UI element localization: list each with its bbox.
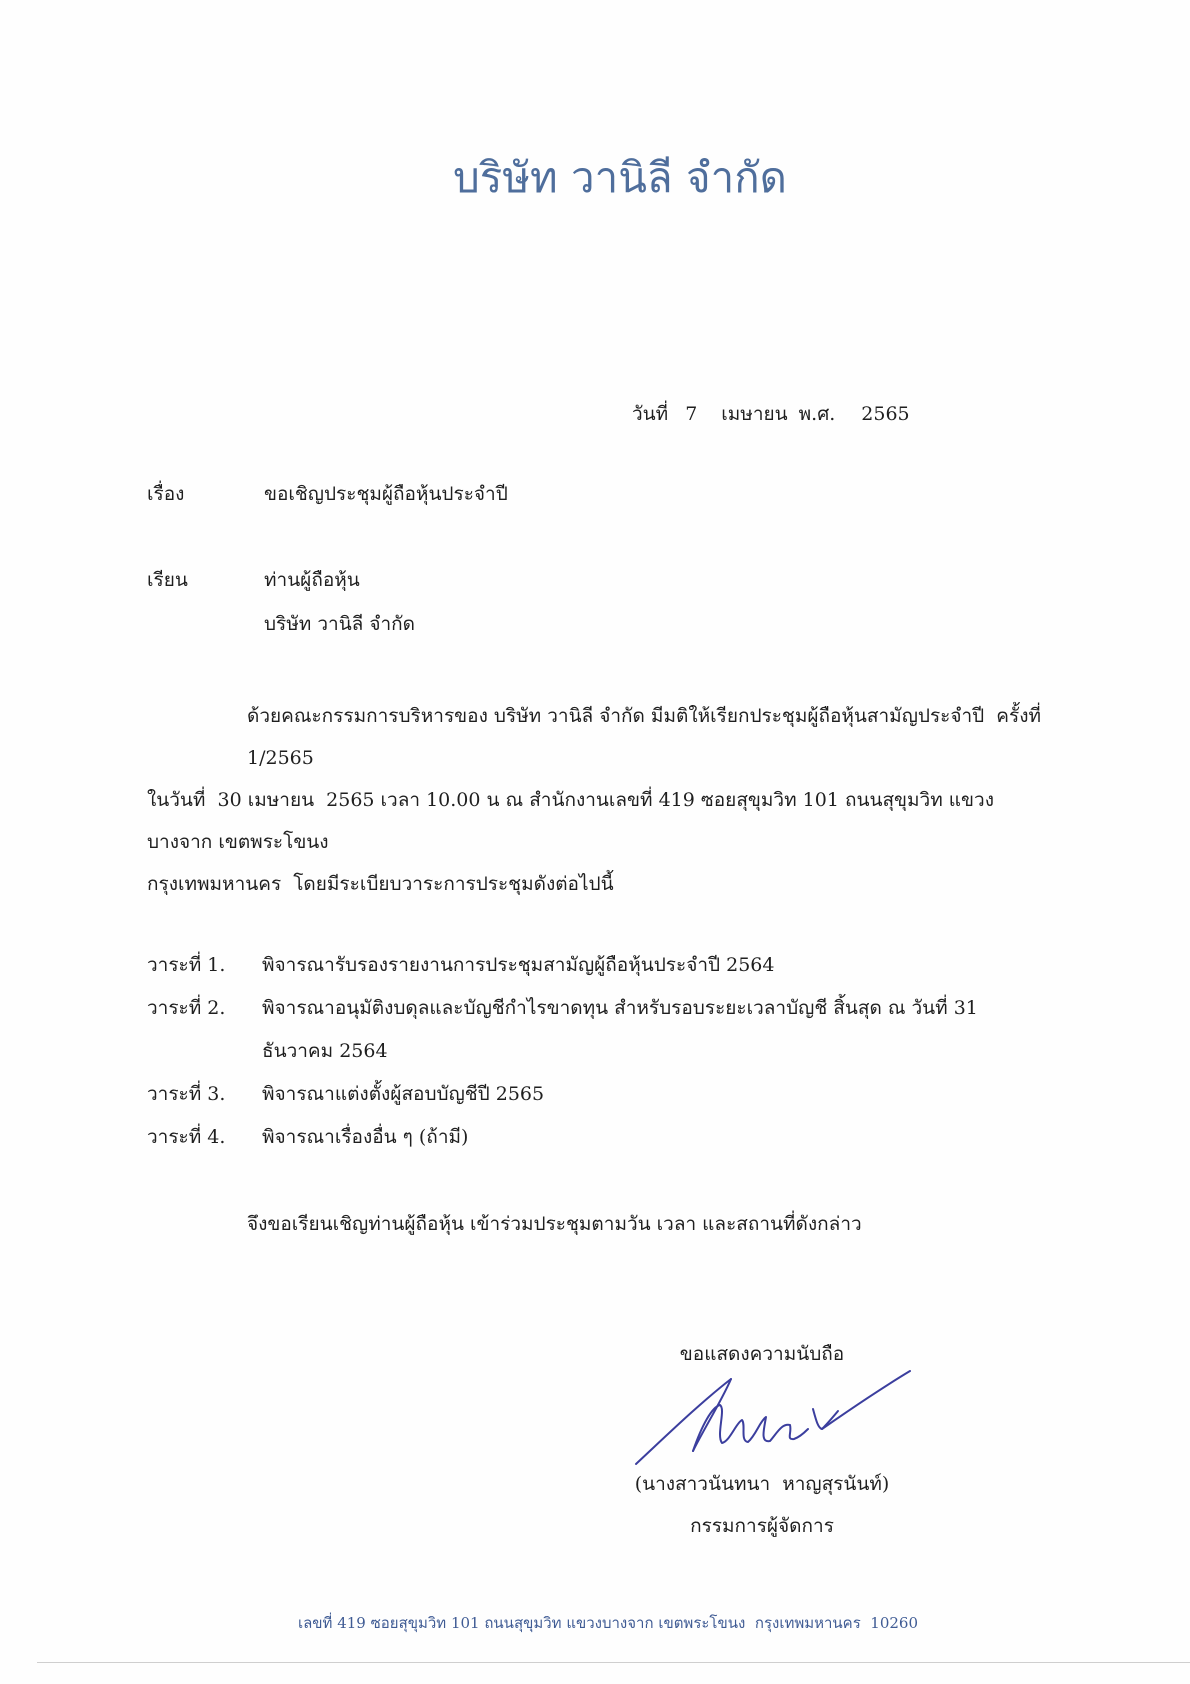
agenda-item — [147, 944, 1047, 987]
date-month: เมษายน — [721, 403, 788, 425]
agenda-label: วาระที่ 4. — [147, 1126, 226, 1148]
date-label: วันที่ — [632, 403, 669, 425]
footer-divider — [37, 1662, 1190, 1663]
signature-stroke — [636, 1379, 731, 1464]
agenda-text: พิจารณาอนุมัติงบดุลและบัญชีกำไรขาดทุน สำหรับรอบระยะเวลาบัญชี สิ้นสุด ณ วันที่ 31 ธันวาคม 2564 — [262, 997, 984, 1062]
body-line: ในวันที่ 30 เมษายน 2565 เวลา 10.00 น ณ สำนักงานเลขที่ 419 ซอยสุขุมวิท 101 ถนนสุขุมวิท แขวง บางจาก เขตพระโขนง — [147, 789, 1001, 853]
closing-salutation: ขอแสดงความนับถือ — [679, 1343, 845, 1365]
letter-body — [147, 695, 1054, 1547]
agenda-item — [147, 987, 1047, 1073]
signer-name: (นางสาวนันทนา หาญสุรนันท์) — [634, 1473, 890, 1495]
agenda-item — [147, 1116, 1047, 1159]
signature-area — [562, 1365, 962, 1465]
recipient-line: ท่านผู้ถือหุ้น — [264, 569, 360, 591]
closing-line: จึงขอเรียนเชิญท่านผู้ถือหุ้น เข้าร่วมประชุมตามวัน เวลา และสถานที่ดังกล่าว — [247, 1213, 862, 1235]
agenda-item — [147, 1073, 1047, 1116]
body-line: ด้วยคณะกรรมการบริหารของ บริษัท วานิลี จำกัด มีมติให้เรียกประชุมผู้ถือหุ้นสามัญประจำปี ครั้งที่ 1/2565 — [247, 705, 1054, 769]
date-day: 7 — [685, 403, 698, 425]
subject-label: เรื่อง — [147, 483, 185, 505]
body-paragraph — [147, 695, 1054, 905]
agenda-label: วาระที่ 3. — [147, 1083, 226, 1105]
signature-stroke — [693, 1405, 808, 1451]
signer-position: กรรมการผู้จัดการ — [690, 1515, 834, 1537]
date-era: พ.ศ. — [798, 403, 836, 425]
agenda-text: พิจารณารับรองรายงานการประชุมสามัญผู้ถือหุ้นประจำปี 2564 — [262, 954, 775, 976]
agenda-label: วาระที่ 2. — [147, 997, 226, 1019]
footer-address: เลขที่ 419 ซอยสุขุมวิท 101 ถนนสุขุมวิท แขวงบางจาก เขตพระโขนง กรุงเทพมหานคร 10260 — [297, 1614, 919, 1632]
agenda-text: พิจารณาเรื่องอื่น ๆ (ถ้ามี) — [262, 1126, 469, 1148]
subject-text: ขอเชิญประชุมผู้ถือหุ้นประจำปี — [264, 483, 508, 505]
date-year: 2565 — [861, 403, 910, 425]
company-letterhead-title: บริษัท วานิลี จำกัด — [453, 153, 787, 202]
signature-image — [630, 1365, 915, 1470]
body-line: กรุงเทพมหานคร โดยมีระเบียบวาระการประชุมดังต่อไปนี้ — [147, 873, 614, 895]
signature-stroke — [822, 1371, 910, 1429]
agenda-text: พิจารณาแต่งตั้งผู้สอบบัญชีปี 2565 — [262, 1083, 545, 1105]
recipient-line: บริษัท วานิลี จำกัด — [264, 613, 416, 635]
agenda-label: วาระที่ 1. — [147, 954, 226, 976]
signature-block — [562, 1333, 962, 1547]
letter-date — [632, 393, 910, 435]
recipient-label: เรียน — [147, 569, 188, 591]
agenda-list — [147, 944, 1047, 1159]
